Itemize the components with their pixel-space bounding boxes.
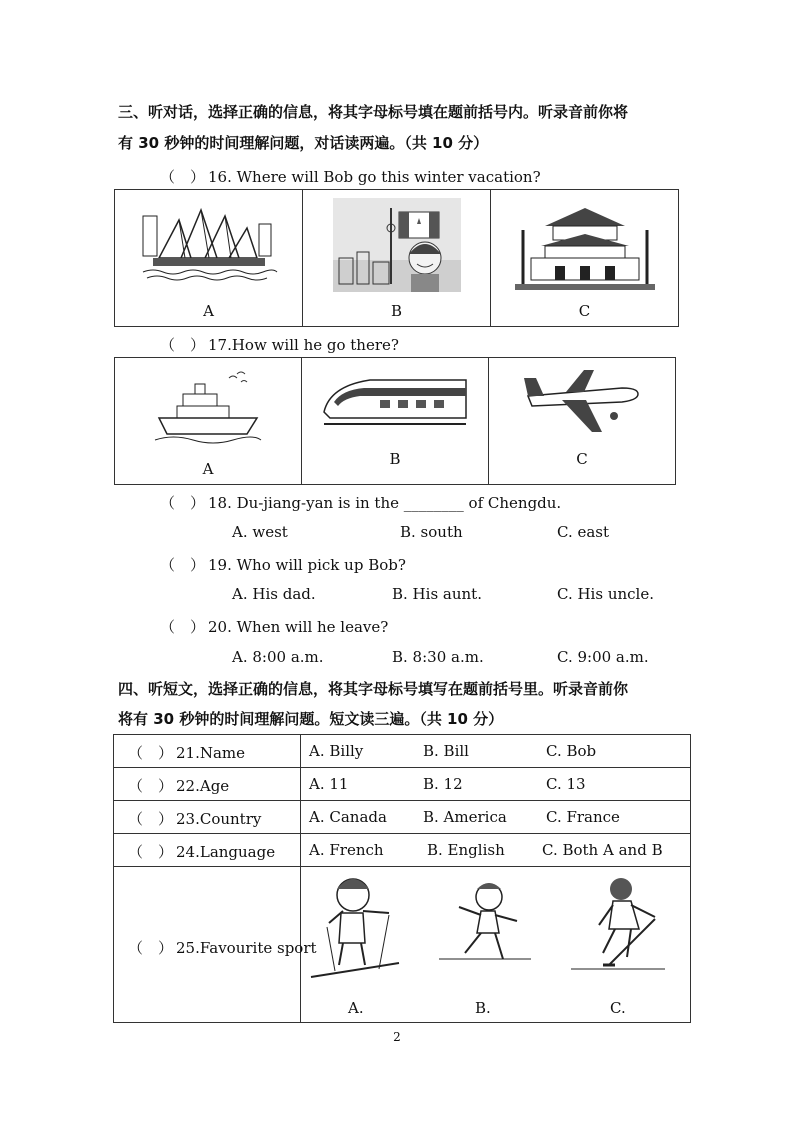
answer-bracket[interactable]: （ ） (128, 810, 174, 828)
section3-heading-line1: 三、听对话，选择正确的信息，将其字母标号填在题前括号内。听录音前你将 (118, 103, 629, 121)
option-b[interactable]: B. 12 (423, 775, 463, 793)
q17-option-c[interactable] (489, 358, 676, 485)
q20-option-a[interactable]: A. 8:00 a.m. (232, 648, 324, 666)
sydney-opera-house-icon (139, 202, 279, 282)
option-c[interactable]: C. Bob (546, 742, 597, 760)
toronto-canada-flag-icon (333, 198, 461, 292)
option-b[interactable]: B. America (423, 808, 507, 826)
q16-option-c[interactable] (491, 190, 679, 327)
table-row (114, 801, 691, 834)
option-label: B (390, 302, 403, 320)
answer-bracket[interactable]: （ ） (160, 168, 206, 186)
airplane-icon (522, 366, 642, 436)
option-b: B. (475, 999, 491, 1017)
ice-hockey-icon[interactable] (569, 873, 669, 977)
option-a[interactable]: A. 11 (309, 775, 349, 793)
q19-option-b[interactable]: B. His aunt. (392, 585, 482, 603)
option-a[interactable]: A. Canada (309, 808, 387, 826)
answer-bracket[interactable]: （ ） (128, 843, 174, 861)
q20-option-b[interactable]: B. 8:30 a.m. (392, 648, 484, 666)
q16-option-b[interactable] (303, 190, 491, 327)
row-label: 23.Country (176, 810, 262, 828)
high-speed-train-icon (320, 372, 470, 432)
q20-option-c[interactable]: C. 9:00 a.m. (557, 648, 649, 666)
question-17 (160, 334, 399, 355)
option-b[interactable]: B. Bill (423, 742, 469, 760)
ship-icon (153, 368, 263, 444)
q16-picture-table (114, 189, 679, 327)
question-18 (160, 492, 561, 513)
option-label: C (578, 302, 591, 320)
table-row (114, 834, 691, 867)
answer-bracket[interactable]: （ ） (160, 556, 206, 574)
option-label: A (203, 302, 214, 320)
option-c[interactable]: C. 13 (546, 775, 586, 793)
answer-bracket[interactable]: （ ） (160, 618, 206, 636)
answer-bracket[interactable]: （ ） (128, 744, 174, 762)
question-cell (114, 801, 301, 834)
options-cell (301, 867, 691, 1023)
row-label: 21.Name (176, 744, 246, 762)
option-a: A. (348, 999, 364, 1017)
question-20-text: 20. When will he leave? (208, 618, 389, 636)
options-cell (301, 834, 691, 867)
row-label: 22.Age (176, 777, 230, 795)
option-label: C (576, 450, 588, 468)
option-b[interactable]: B. English (427, 841, 505, 859)
question-cell (114, 768, 301, 801)
question-17-text: 17.How will he go there? (208, 336, 399, 354)
question-16 (160, 166, 541, 187)
q17-picture-table (114, 357, 676, 485)
q16-option-a[interactable] (115, 190, 303, 327)
question-cell (114, 867, 317, 1023)
table-row-sport (114, 867, 691, 1023)
question-18-text: 18. Du-jiang-yan is in the ________ of Chengdu. (208, 494, 562, 512)
page-number: 2 (393, 1030, 401, 1044)
answer-bracket[interactable]: （ ） (160, 336, 206, 354)
section4-heading-line1: 四、听短文，选择正确的信息，将其字母标号填写在题前括号里。听录音前你 (118, 680, 629, 698)
answer-bracket[interactable]: （ ） (160, 494, 206, 512)
row-label: 25.Favourite sport (176, 939, 317, 957)
options-cell (301, 801, 691, 834)
question-cell (114, 735, 301, 768)
option-c[interactable]: C. France (546, 808, 620, 826)
q18-option-b[interactable]: B. south (400, 523, 463, 541)
option-label: B (389, 450, 401, 468)
q19-option-c[interactable]: C. His uncle. (557, 585, 654, 603)
tiananmen-icon (515, 200, 655, 292)
ice-skating-icon[interactable] (437, 875, 533, 975)
question-19-text: 19. Who will pick up Bob? (208, 556, 406, 574)
skiing-icon[interactable] (309, 873, 405, 983)
option-a[interactable]: A. Billy (309, 742, 364, 760)
table-row (114, 768, 691, 801)
q17-option-a[interactable] (115, 358, 302, 485)
option-c: C. (610, 999, 626, 1017)
question-cell (114, 834, 301, 867)
option-label: A (202, 460, 214, 478)
row-label: 24.Language (176, 843, 276, 861)
options-cell (301, 768, 691, 801)
option-a[interactable]: A. French (309, 841, 384, 859)
q18-option-c[interactable]: C. east (557, 523, 610, 541)
profile-table (113, 734, 691, 1023)
section3-heading-line2: 有 30 秒钟的时间理解问题，对话读两遍。（共 10 分） (118, 134, 489, 152)
q19-option-a[interactable]: A. His dad. (232, 585, 316, 603)
answer-bracket[interactable]: （ ） (128, 777, 174, 795)
q17-option-b[interactable] (302, 358, 489, 485)
question-19 (160, 554, 406, 575)
section4-heading-line2: 将有 30 秒钟的时间理解问题。短文读三遍。（共 10 分） (118, 710, 504, 728)
q18-option-a[interactable]: A. west (232, 523, 288, 541)
question-20 (160, 616, 388, 637)
option-c[interactable]: C. Both A and B (542, 841, 663, 859)
question-16-text: 16. Where will Bob go this winter vacation? (208, 168, 541, 186)
answer-bracket[interactable]: （ ） (128, 939, 174, 957)
options-cell (301, 735, 691, 768)
table-row (114, 735, 691, 768)
